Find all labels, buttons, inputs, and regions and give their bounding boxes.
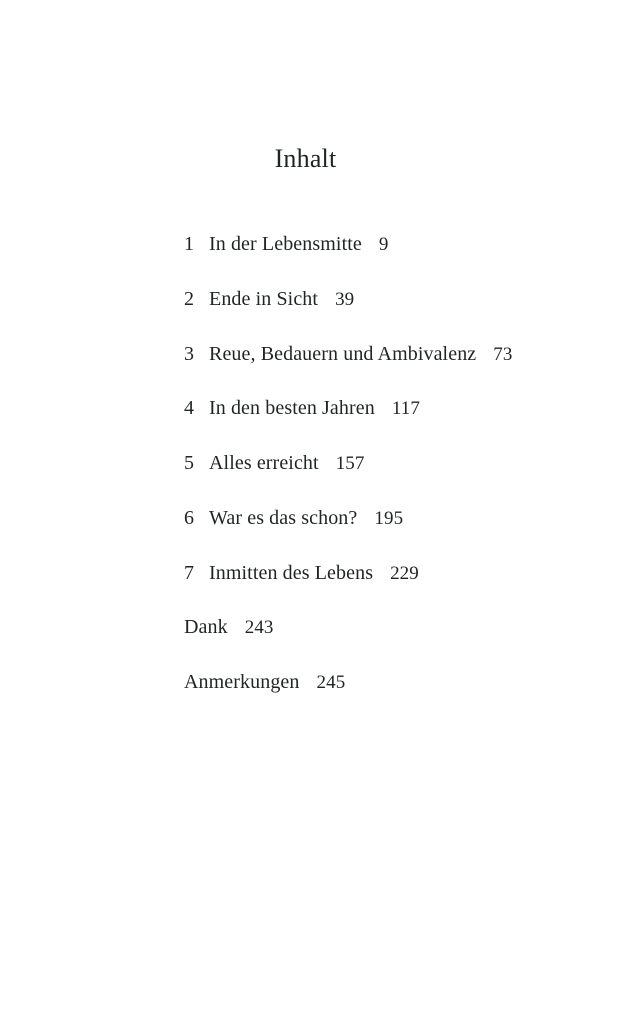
chapter-title: Reue, Bedauern und Ambivalenz bbox=[209, 343, 477, 365]
chapter-number: 4 bbox=[184, 397, 195, 419]
chapter-title: Inmitten des Lebens bbox=[209, 562, 374, 584]
chapter-page-number: 117 bbox=[391, 398, 420, 419]
toc-entry bbox=[184, 289, 354, 309]
chapter-page-number: 9 bbox=[378, 234, 389, 255]
chapter-page-number: 157 bbox=[335, 453, 365, 474]
chapter-page-number: 243 bbox=[244, 617, 274, 638]
chapter-page-number: 229 bbox=[390, 563, 419, 584]
chapter-page-number: 245 bbox=[316, 672, 346, 693]
chapter-number: 6 bbox=[184, 507, 195, 529]
chapter-title: Ende in Sicht bbox=[209, 288, 319, 310]
chapter-page-number: 195 bbox=[374, 508, 404, 529]
toc-entry bbox=[184, 398, 420, 418]
toc-entry bbox=[184, 344, 512, 364]
chapter-number: 1 bbox=[184, 233, 195, 255]
chapter-number: 7 bbox=[184, 562, 195, 584]
chapter-page-number: 39 bbox=[335, 289, 355, 310]
chapter-title: In den besten Jahren bbox=[209, 397, 375, 419]
chapter-title: In der Lebensmitte bbox=[209, 233, 362, 255]
chapter-title: War es das schon? bbox=[209, 507, 358, 529]
toc-entry bbox=[184, 234, 388, 254]
toc-entry bbox=[184, 617, 274, 637]
chapter-number: 3 bbox=[184, 343, 195, 365]
chapter-title: Alles erreicht bbox=[209, 452, 319, 474]
chapter-number: 5 bbox=[184, 452, 195, 474]
toc-entry bbox=[184, 672, 345, 692]
toc-entry bbox=[184, 563, 419, 583]
chapter-page-number: 73 bbox=[493, 344, 513, 365]
chapter-title: Dank bbox=[184, 616, 228, 638]
chapter-number: 2 bbox=[184, 288, 195, 310]
chapter-title: Anmerkungen bbox=[184, 671, 300, 693]
toc-entry bbox=[184, 453, 365, 473]
toc-entry bbox=[184, 508, 403, 528]
page-title: Inhalt bbox=[274, 144, 337, 173]
